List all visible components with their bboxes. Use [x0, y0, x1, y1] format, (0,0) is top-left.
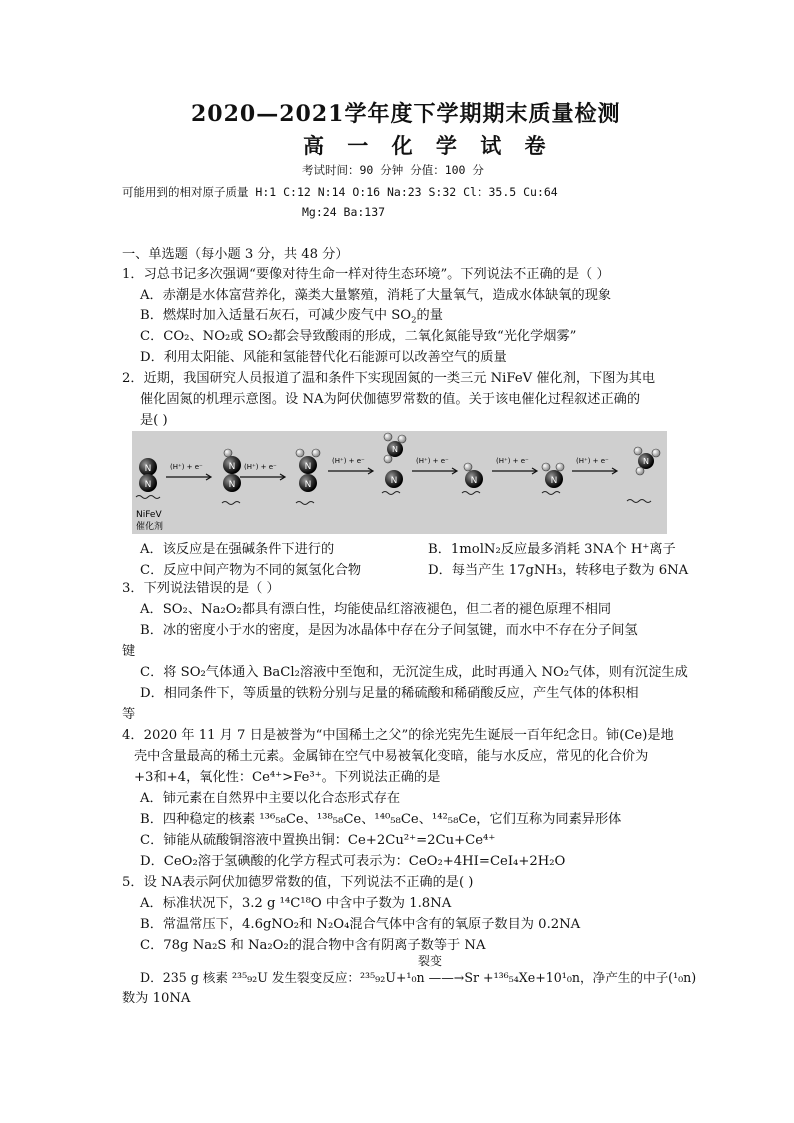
svg-text:N: N	[228, 462, 236, 472]
q2-stem-3: 是( )	[140, 413, 168, 428]
svg-text:N: N	[228, 480, 236, 490]
arrow-label-5: (H⁺) + e⁻	[496, 457, 529, 465]
svg-text:N: N	[304, 462, 312, 472]
q2-option-a: A．该反应是在强碱条件下进行的	[140, 542, 335, 557]
q5-option-d-2: 数为 10NA	[122, 991, 191, 1006]
q1-option-a: A．赤潮是水体富营养化，藻类大量繁殖，消耗了大量氧气，造成水体缺氧的现象	[140, 288, 612, 303]
q4-option-b: B．四种稳定的核素 ¹³⁶₅₈Ce、¹³⁸₅₈Ce、¹⁴⁰₅₈Ce、¹⁴²₅₈Ce，它们互称为同素异形体	[140, 812, 622, 827]
q2-stem-1: 2．近期，我国研究人员报道了温和条件下实现固氮的一类三元 NiFeV 催化剂，下图为其电	[122, 371, 656, 386]
svg-text:N: N	[304, 480, 312, 490]
q4-option-d: D．CeO₂溶于氢碘酸的化学方程式可表示为：CeO₂+4HI=CeI₄+2H₂O	[140, 854, 566, 869]
q2-option-c: C．反应中间产物为不同的氮氢化合物	[140, 563, 362, 578]
q1-option-b: B．燃煤时加入适量石灰石，可减少废气中 $SO_2$的量	[140, 308, 443, 326]
arrow-label-2: (H⁺) + e⁻	[244, 463, 277, 471]
catalyst-label-1: NiFeV	[136, 510, 162, 520]
svg-text:N: N	[144, 464, 152, 474]
arrow-label-3: (H⁺) + e⁻	[332, 457, 365, 465]
q3-option-d-2: 等	[122, 707, 136, 722]
q4-stem-2: 壳中含量最高的稀土元素。金属铈在空气中易被氧化变暗，能与水反应，常见的化合价为	[134, 749, 649, 764]
arrow-label-6: (H⁺) + e⁻	[576, 457, 609, 465]
svg-text:N: N	[470, 476, 478, 486]
exam-info: 考试时间：90 分钟 分值：100 分	[302, 163, 484, 177]
exam-title: 2020—2021学年度下学期期末质量检测	[191, 101, 621, 127]
svg-text:N: N	[144, 480, 152, 490]
atomic-mass-line: 可能用到的相对原子质量 H:1 C:12 N:14 O:16 Na:23 S:32 Cl：35.5 Cu:64	[122, 185, 558, 199]
q4-stem-3: +3和+4，氧化性：Ce⁴⁺>Fe³⁺。下列说法正确的是	[134, 770, 441, 785]
stage-nh3	[634, 447, 660, 475]
stage-n2h	[223, 449, 241, 492]
svg-text:N: N	[643, 457, 649, 466]
q3-option-b-1: B．冰的密度小于水的密度，是因为冰晶体中存在分子间氢键，而水中不存在分子间氢	[140, 623, 638, 638]
q2-option-b: B．1molN₂反应最多消耗 3NA个 H⁺离子	[428, 542, 676, 557]
q2-stem-2: 催化固氮的机理示意图。设 NA为阿伏伽德罗常数的值。关于该电催化过程叙述正确的	[140, 392, 641, 407]
catalyst-label-2: 催化剂	[136, 522, 164, 532]
stage-nh2	[542, 463, 564, 488]
svg-text:N: N	[550, 476, 558, 486]
section-heading: 一、单选题（每小题 3 分，共 48 分）	[122, 247, 349, 262]
arrow-label-1: (H⁺) + e⁻	[170, 463, 203, 471]
nitrogen-fixation-diagram	[132, 431, 667, 534]
q1-option-d: D．利用太阳能、风能和氢能替代化石能源可以改善空气的质量	[140, 350, 507, 365]
q4-stem-1: 4．2020 年 11 月 7 日是被誉为“中国稀土之父”的徐光宪先生诞辰一百年纪念日。铈(Ce)是地	[122, 728, 674, 743]
arrow-label-4: (H⁺) + e⁻	[416, 457, 449, 465]
stage-nh3-release	[384, 433, 406, 488]
q3-option-b-2: 键	[122, 644, 136, 659]
q3-option-d-1: D．相同条件下，等质量的铁粉分别与足量的稀硫酸和稀硝酸反应，产生气体的体积相	[140, 686, 639, 701]
q5-option-d-1: D．235 g 核素 ²³⁵₉₂U 发生裂变反应：²³⁵₉₂U+¹₀n ——→Sr +¹³⁶₅₄Xe+10¹₀n，净产生的中子(¹₀n)	[140, 970, 697, 985]
q5-option-c: C．78g Na₂S 和 Na₂O₂的混合物中含有阴离子数等于 NA	[140, 938, 486, 953]
q3-stem: 3．下列说法错误的是（ ）	[122, 581, 280, 596]
atomic-mass-line-2: Mg:24 Ba:137	[302, 205, 386, 219]
catalyst-surface	[136, 492, 651, 505]
q1-stem: 1．习总书记多次强调“要像对待生命一样对待生态环境”。下列说法不正确的是（ ）	[122, 267, 610, 282]
stage-n2h2	[296, 449, 320, 492]
q5-option-a: A．标准状况下，3.2 g ¹⁴C¹⁸O 中含中子数为 1.8NA	[140, 896, 452, 911]
stage-nh	[464, 463, 483, 488]
q1-option-c: C．CO₂、NO₂或 SO₂都会导致酸雨的形成，二氧化氮能导致“光化学烟雾”	[140, 329, 577, 344]
q3-option-a: A．SO₂、Na₂O₂都具有漂白性，均能使品红溶液褪色，但二者的褪色原理不相同	[140, 602, 612, 617]
q4-option-a: A．铈元素在自然界中主要以化合态形式存在	[140, 791, 401, 806]
fission-label: 裂变	[418, 954, 443, 968]
exam-subtitle: 高 一 化 学 试 卷	[303, 133, 554, 158]
q3-option-c: C．将 SO₂气体通入 BaCl₂溶液中至饱和，无沉淀生成，此时再通入 NO₂气体，则有沉淀生成	[140, 665, 688, 680]
q5-stem: 5．设 NA表示阿伏加德罗常数的值，下列说法不正确的是( )	[122, 875, 474, 890]
stage-n2	[139, 458, 157, 492]
q5-option-b: B．常温常压下，4.6gNO₂和 N₂O₄混合气体中含有的氧原子数目为 0.2NA	[140, 917, 581, 932]
mechanism-svg	[132, 431, 667, 534]
q2-option-d: D．每当产生 17gNH₃，转移电子数为 6NA	[428, 563, 689, 578]
q4-option-c: C．铈能从硫酸铜溶液中置换出铜：Ce+2Cu²⁺=2Cu+Ce⁴⁺	[140, 833, 496, 848]
svg-text:N: N	[392, 445, 398, 454]
svg-text:N: N	[390, 476, 398, 486]
